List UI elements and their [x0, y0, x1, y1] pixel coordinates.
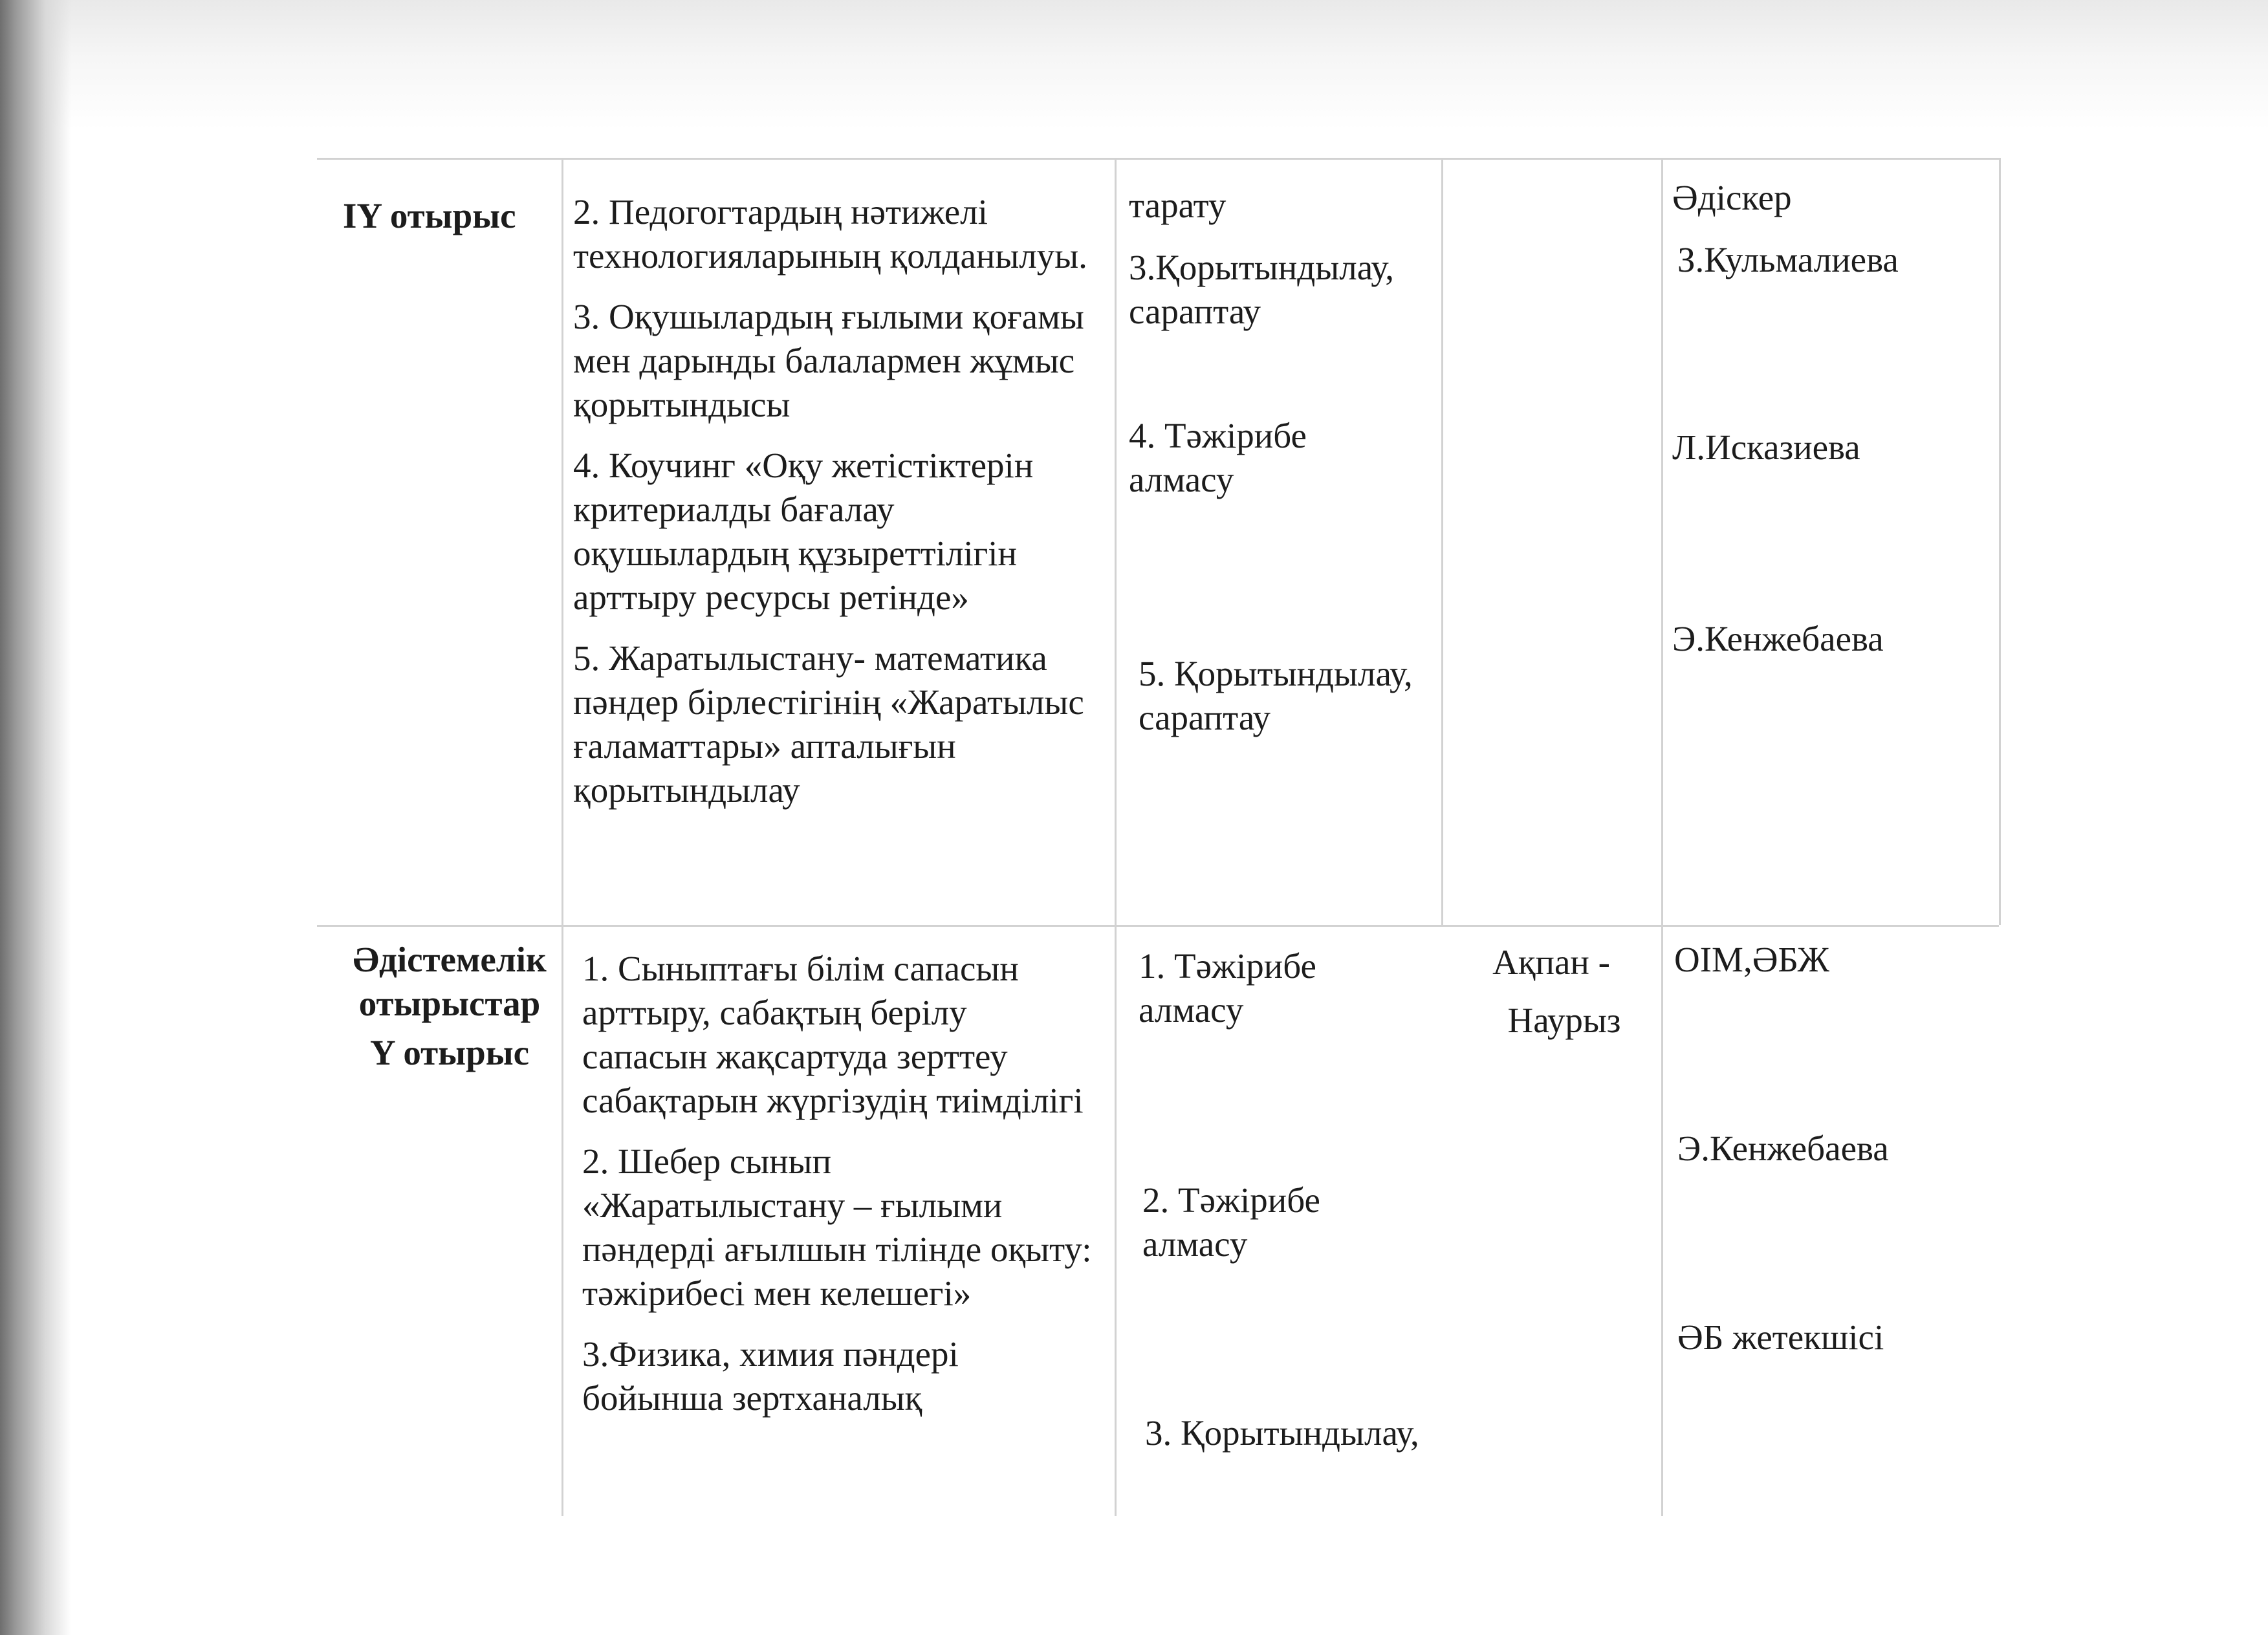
responsible-item: Э.Кенжебаева — [1672, 619, 1884, 658]
topic-item: 3. Оқушылардың ғылыми қоғамы мен дарынды балалармен жұмыс қорытындысы — [573, 297, 1084, 424]
form-item: 5. Қорытындылау, сараптау — [1139, 654, 1413, 737]
topic-item: 5. Жаратылыстану- математика пәндер бірлестігінің «Жаратылыс ғаламаттары» апталығын қорытындылау — [573, 638, 1084, 810]
column-divider — [1661, 158, 1663, 1516]
form-item: тарату — [1129, 186, 1227, 225]
session-label-line: Әдістемелік отырыстар — [353, 940, 547, 1023]
topic-item: 2. Педогогтардың нәтижелі технологияларының қолданылуы. — [573, 192, 1087, 276]
form-item: 2. Тәжірибе алмасу — [1142, 1180, 1320, 1264]
row-divider — [317, 925, 1999, 927]
responsible-item: ОІМ,ӘБЖ — [1674, 940, 1829, 979]
responsible-item: Э.Кенжебаева — [1677, 1129, 1889, 1168]
topic-item: 2. Шебер сынып «Жаратылыстану – ғылыми пәндерді ағылшын тілінде оқыту: тәжірибесі мен келешегі» — [582, 1142, 1092, 1313]
topic-item: 1. Сыныптағы білім сапасын арттыру, сабақтың берілу сапасын жақсартуда зерттеу сабақтарын жүргізудің тиімділігі — [582, 949, 1084, 1120]
session-label-line: Y отырыс — [369, 1033, 530, 1072]
column-divider — [562, 158, 563, 1516]
period-cell — [1448, 940, 1655, 1043]
session-label — [343, 194, 556, 238]
topics-cell — [573, 190, 1104, 829]
form-item: 3.Қорытындылау, сараптау — [1129, 248, 1395, 331]
form-item: 1. Тәжірибе алмасу — [1139, 946, 1316, 1030]
responsible-item: Әдіскер — [1672, 178, 1792, 217]
topic-item: 4. Коучинг «Оқу жетістіктерін критериалды бағалау оқушылардың құзыреттілігін арттыру ресурсы ретінде» — [573, 446, 1034, 617]
topics-cell — [582, 947, 1100, 1437]
form-item: 4. Тәжірибе алмасу — [1129, 416, 1307, 499]
responsible-item: Л.Исказиева — [1672, 428, 1860, 467]
table-right-border — [1999, 158, 2001, 925]
responsible-item: ӘБ жетекшісі — [1677, 1317, 1884, 1357]
period-item: Наурыз — [1507, 1001, 1621, 1040]
form-item: 3. Қорытындылау, — [1145, 1413, 1419, 1453]
column-divider — [1441, 158, 1443, 925]
column-divider — [1115, 158, 1117, 1516]
responsible-item: З.Кульмалиева — [1677, 240, 1899, 279]
session-label — [336, 938, 563, 1075]
table-top-border — [317, 158, 1999, 160]
topic-item: 3.Физика, химия пәндері бойынша зертханалық — [582, 1334, 959, 1418]
session-label-line: IY отырыс — [343, 196, 516, 235]
period-item: Ақпан - — [1492, 942, 1610, 982]
